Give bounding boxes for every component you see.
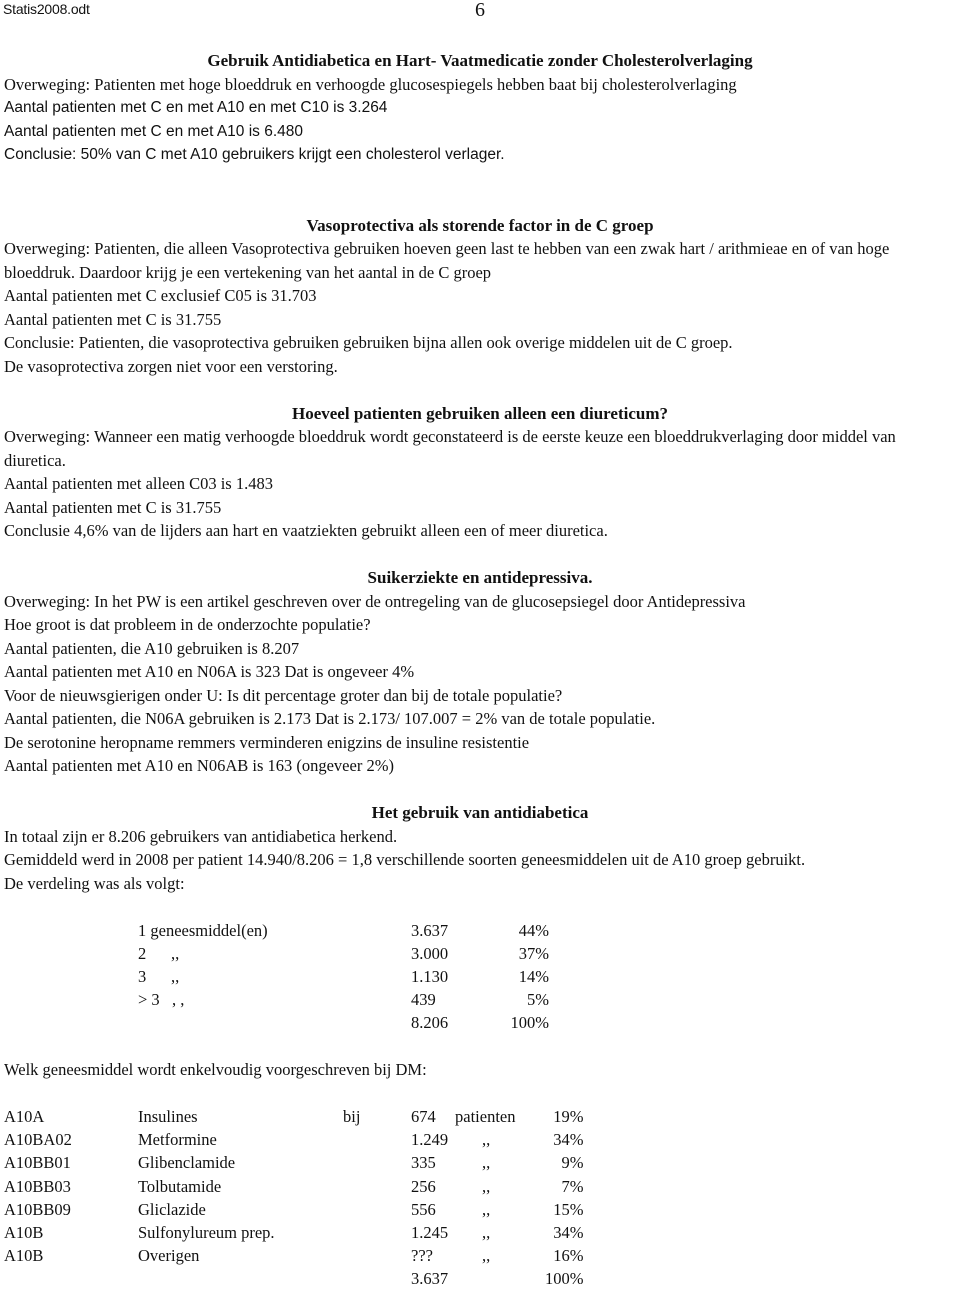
table-cell-name [138, 1267, 343, 1290]
table-cell-name: Tolbutamide [138, 1176, 222, 1196]
table-cell-name: Sulfonylureum prep. [138, 1223, 275, 1243]
table-cell-percent: 5% [527, 990, 549, 1010]
table-cell-percent: 37% [518, 943, 549, 963]
table-row [4, 1198, 584, 1221]
table-cell-label: > 3 , , [138, 990, 185, 1010]
table-cell-percent: 9% [561, 1153, 584, 1173]
table-cell-code: A10B [4, 1246, 44, 1266]
text-line: De verdeling was als volgt: [4, 873, 185, 893]
table-cell-count: ??? [411, 1246, 433, 1266]
paragraph: Overweging: Patienten, die alleen Vasoprotectiva gebruiken hoeven geen last te hebben van een zwak hart / arithmieae en of van hoge bloeddruk. Daardoor krijg je een vertekening van het aantal in de C groep [4, 239, 890, 282]
section-heading: Hoeveel patienten gebruiken alleen een diureticum? [291, 403, 668, 423]
table-cell-unit: ,, [482, 1130, 491, 1150]
table-cell-count: 8.206 [411, 1013, 449, 1033]
text-line: Aantal patienten met C en met A10 en met C10 is 3.264 [4, 99, 388, 116]
section-diureticum [4, 402, 956, 543]
text-line: De vasoprotectiva zorgen niet voor een verstoring. [4, 356, 338, 376]
paragraph: Overweging: Wanneer een matig verhoogde bloeddruk wordt geconstateerd is de eerste keuze een bloeddrukverlaging door middel van diuretica. [4, 427, 896, 470]
table-cell-unit: ,, [482, 1176, 491, 1196]
text-line: Overweging: In het PW is een artikel geschreven over de ontregeling van de glucosepsiegel door Antidepressiva [4, 591, 746, 611]
table-cell-unit: ,, [482, 1246, 491, 1266]
table-cell-count: 256 [411, 1176, 436, 1196]
section-vasoprotectiva [4, 214, 956, 379]
section-antidiabetica-hart-vaat [4, 49, 956, 167]
table-cell-unit: ,, [482, 1199, 491, 1219]
table-row [4, 1221, 584, 1244]
text-line: Gemiddeld werd in 2008 per patient 14.940/8.206 = 1,8 verschillende soorten geneesmiddelen uit de A10 groep gebruikt. [4, 850, 806, 869]
table-cell-unit: ,, [482, 1153, 491, 1173]
section-heading: Het gebruik van antidiabetica [371, 803, 589, 822]
table-row [4, 1244, 584, 1267]
section-gebruik-antidiabetica [4, 801, 956, 1291]
text-line: In totaal zijn er 8.206 gebruikers van antidiabetica herkend. [4, 826, 398, 846]
document-filename: Statis2008.odt [3, 1, 90, 17]
text-line: Aantal patienten met A10 en N06AB is 163 (ongeveer 2%) [4, 756, 394, 775]
table-cell-label [138, 1011, 411, 1034]
table-cell-name: Gliclazide [138, 1199, 206, 1219]
table-cell-code: A10A [4, 1107, 45, 1127]
table-row-total [138, 1011, 549, 1034]
table-cell-extra [343, 1151, 411, 1174]
table-row [138, 965, 549, 988]
table-cell-code: A10B [4, 1223, 44, 1243]
text-line: Conclusie: 50% van C met A10 gebruikers krijgt een cholesterol verlager. [4, 146, 505, 163]
text-line: Welk geneesmiddel wordt enkelvoudig voorgeschreven bij DM: [4, 1060, 427, 1080]
table-cell-code: A10BA02 [4, 1130, 72, 1150]
table-row [4, 1175, 584, 1198]
section-heading: Vasoprotectiva als storende factor in de C groep [306, 215, 654, 235]
table-cell-name: Overigen [138, 1246, 200, 1266]
document-body [4, 49, 956, 1291]
table-row [4, 1128, 584, 1151]
table-cell-code: A10BB09 [4, 1199, 71, 1219]
text-line: Aantal patienten met alleen C03 is 1.483 [4, 474, 273, 493]
table-cell-count: 3.637 [411, 920, 449, 940]
table-cell-unit [455, 1267, 545, 1290]
medication-table [4, 1105, 584, 1291]
section-heading: Suikerziekte en antidepressiva. [367, 568, 593, 587]
table-cell-percent: 34% [553, 1223, 584, 1243]
table-row [138, 942, 549, 965]
table-cell-count: 439 [411, 990, 436, 1010]
table-cell-percent: 100% [545, 1269, 584, 1289]
table-cell-code: A10BB01 [4, 1153, 71, 1173]
text-line: Aantal patienten met C is 31.755 [4, 497, 222, 517]
table-cell-code: A10BB03 [4, 1176, 71, 1196]
table-cell-extra [343, 1175, 411, 1198]
text-line: Hoe groot is dat probleem in de onderzochte populatie? [4, 615, 371, 634]
table-cell-count: 1.130 [411, 966, 449, 986]
section-suikerziekte-antidepressiva [4, 566, 956, 778]
table-cell-percent: 19% [553, 1107, 584, 1127]
table-row-total [4, 1267, 584, 1290]
table-row [138, 919, 549, 942]
table-cell-extra [343, 1267, 411, 1290]
text-line: Aantal patienten met C en met A10 is 6.480 [4, 122, 303, 140]
page-number: 6 [475, 0, 485, 21]
table-cell-percent: 44% [518, 920, 549, 940]
table-row [138, 988, 549, 1011]
table-cell-count: 335 [411, 1153, 436, 1173]
table-cell-percent: 14% [518, 966, 549, 986]
text-line: Aantal patienten met C exclusief C05 is 31.703 [4, 286, 317, 305]
text-line: Aantal patienten met A10 en N06A is 323 Dat is ongeveer 4% [4, 662, 415, 681]
table-cell-extra [343, 1198, 411, 1221]
distribution-table [138, 919, 549, 1035]
table-cell-extra [343, 1244, 411, 1267]
table-cell-extra [343, 1128, 411, 1151]
text-line: Overweging: Patienten met hoge bloeddruk en verhoogde glucosespiegels hebben baat bij cholesterolverlaging [4, 74, 737, 94]
table-cell-count: 1.245 [411, 1223, 449, 1243]
table-cell-unit: patienten [455, 1107, 516, 1127]
text-line: De serotonine heropname remmers verminderen enigzins de insuline resistentie [4, 732, 530, 752]
table-cell-percent: 15% [553, 1199, 584, 1219]
table-cell-count: 3.000 [411, 943, 449, 963]
table-cell-percent: 100% [510, 1013, 549, 1033]
table-cell-label: 3 ,, [138, 966, 180, 986]
table-row [4, 1151, 584, 1174]
text-line: Conclusie 4,6% van de lijders aan hart en vaatziekten gebruikt alleen een of meer diuretica. [4, 521, 608, 540]
table-cell-count: 1.249 [411, 1130, 449, 1150]
table-cell-extra [343, 1221, 411, 1244]
table-row [4, 1105, 584, 1128]
table-cell-name: Glibenclamide [138, 1153, 236, 1173]
section-heading: Gebruik Antidiabetica en Hart- Vaatmedicatie zonder Cholesterolverlaging [207, 51, 753, 70]
text-line: Aantal patienten, die A10 gebruiken is 8.207 [4, 638, 300, 658]
table-cell-percent: 16% [553, 1246, 584, 1266]
table-cell-unit: ,, [482, 1223, 491, 1243]
text-line: Voor de nieuwsgierigen onder U: Is dit percentage groter dan bij de totale populatie? [4, 685, 563, 705]
table-cell-code [4, 1267, 138, 1290]
table-cell-count: 3.637 [411, 1269, 449, 1289]
table-cell-name: Insulines [138, 1107, 198, 1127]
table-cell-percent: 7% [561, 1176, 584, 1196]
table-cell-label: 1 geneesmiddel(en) [138, 920, 268, 940]
table-cell-percent: 34% [553, 1130, 584, 1150]
table-cell-count: 674 [411, 1107, 436, 1127]
table-cell-label: 2 ,, [138, 943, 180, 963]
text-line: Aantal patienten met C is 31.755 [4, 309, 222, 329]
text-line: Conclusie: Patienten, die vasoprotectiva gebruiken gebruiken bijna allen ook overige middelen uit de C groep. [4, 333, 733, 352]
table-cell-name: Metformine [138, 1130, 217, 1150]
table-cell-count: 556 [411, 1199, 436, 1219]
text-line: Aantal patienten, die N06A gebruiken is 2.173 Dat is 2.173/ 107.007 = 2% van de totale populatie. [4, 709, 656, 728]
table-cell-extra: bij [343, 1107, 361, 1127]
